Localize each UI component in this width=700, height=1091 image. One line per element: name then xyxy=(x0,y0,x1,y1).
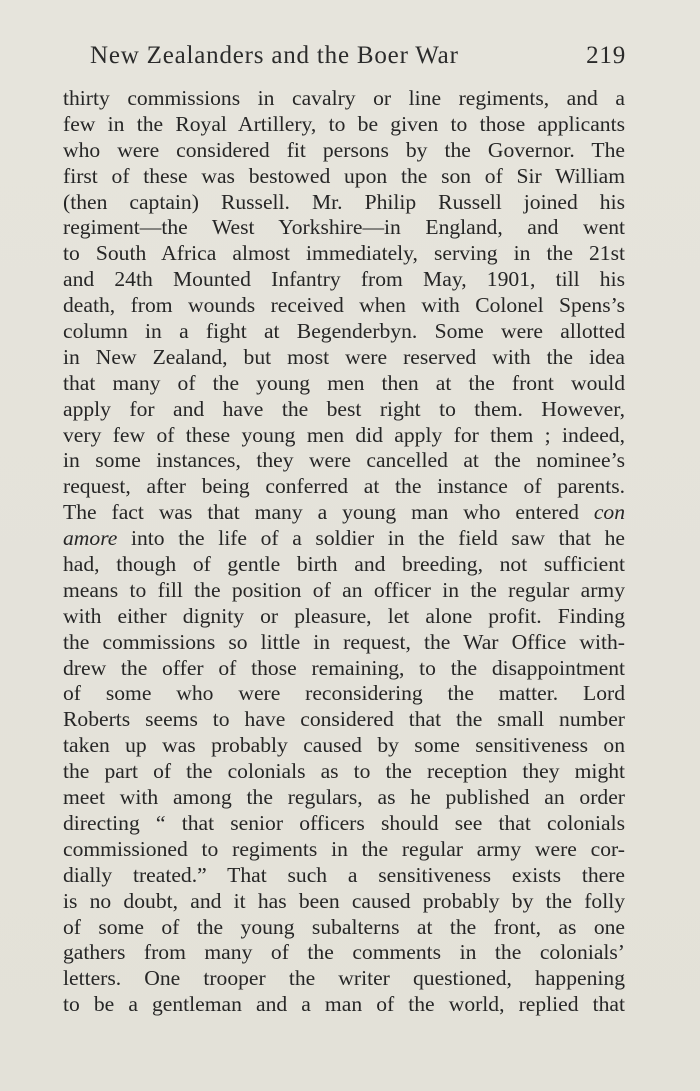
text-line: that many of the young men then at the front would xyxy=(63,370,625,395)
text-line: first of these was bestowed upon the son of Sir William xyxy=(63,163,625,188)
body-text xyxy=(63,86,625,1018)
text-line: (then captain) Russell. Mr. Philip Russell joined his xyxy=(63,189,625,214)
text-line: directing “ that senior officers should see that colonials xyxy=(63,810,625,835)
text-line: commissioned to regiments in the regular army were cor- xyxy=(63,836,625,861)
text-line: of some of the young subalterns at the front, as one xyxy=(63,914,625,939)
italic-phrase: con xyxy=(593,500,625,525)
text-line: drew the offer of those remaining, to the disappointment xyxy=(63,655,625,680)
text-line: had, though of gentle birth and breeding, not sufficient xyxy=(63,552,625,577)
text-line: and 24th Mounted Infantry from May, 1901, till his xyxy=(63,267,625,292)
text-line: gathers from many of the comments in the colonials’ xyxy=(63,940,625,965)
text-run: The fact was that many a young man who entered xyxy=(63,500,594,525)
text-line: to South Africa almost immediately, serving in the 21st xyxy=(63,241,625,266)
text-line: request, after being conferred at the instance of parents. xyxy=(63,474,625,499)
text-line: with either dignity or pleasure, let alone profit. Finding xyxy=(63,603,625,628)
running-title: New Zealanders and the Boer War xyxy=(90,42,459,69)
text-line: thirty commissions in cavalry or line regiments, and a xyxy=(63,86,625,110)
text-line: column in a fight at Begenderbyn. Some were allotted xyxy=(63,319,625,344)
text-line xyxy=(63,526,625,552)
text-line: in New Zealand, but most were reserved with the idea xyxy=(63,344,625,369)
text-line: taken up was probably caused by some sensitiveness on xyxy=(63,733,625,758)
page-number: 219 xyxy=(586,42,626,69)
text-line xyxy=(63,500,625,526)
text-line: few in the Royal Artillery, to be given to those applicants xyxy=(63,111,625,136)
text-line: meet with among the regulars, as he published an order xyxy=(63,785,625,810)
running-head xyxy=(90,42,626,74)
text-line: dially treated.” That such a sensitiveness exists there xyxy=(63,862,625,887)
text-line: is no doubt, and it has been caused probably by the folly xyxy=(63,888,625,913)
italic-phrase: amore xyxy=(63,526,118,551)
text-line: very few of these young men did apply for them ; indeed, xyxy=(63,422,625,447)
text-run: into the life of a soldier in the field saw that he xyxy=(117,526,625,551)
text-line: the commissions so little in request, the War Office with- xyxy=(63,629,625,654)
text-line: means to fill the position of an officer in the regular army xyxy=(63,577,625,602)
text-line: Roberts seems to have considered that the small number xyxy=(63,707,625,732)
text-line: regiment—the West Yorkshire—in England, and went xyxy=(63,215,625,240)
text-line: apply for and have the best right to them. However, xyxy=(63,396,625,421)
text-line: death, from wounds received when with Colonel Spens’s xyxy=(63,293,625,318)
text-line: of some who were reconsidering the matter. Lord xyxy=(63,681,625,706)
text-line: to be a gentleman and a man of the world, replied that xyxy=(63,992,625,1017)
text-line: in some instances, they were cancelled at the nominee’s xyxy=(63,448,625,473)
text-line: letters. One trooper the writer questioned, happening xyxy=(63,966,625,991)
text-line: the part of the colonials as to the reception they might xyxy=(63,759,625,784)
text-line: who were considered fit persons by the Governor. The xyxy=(63,137,625,162)
